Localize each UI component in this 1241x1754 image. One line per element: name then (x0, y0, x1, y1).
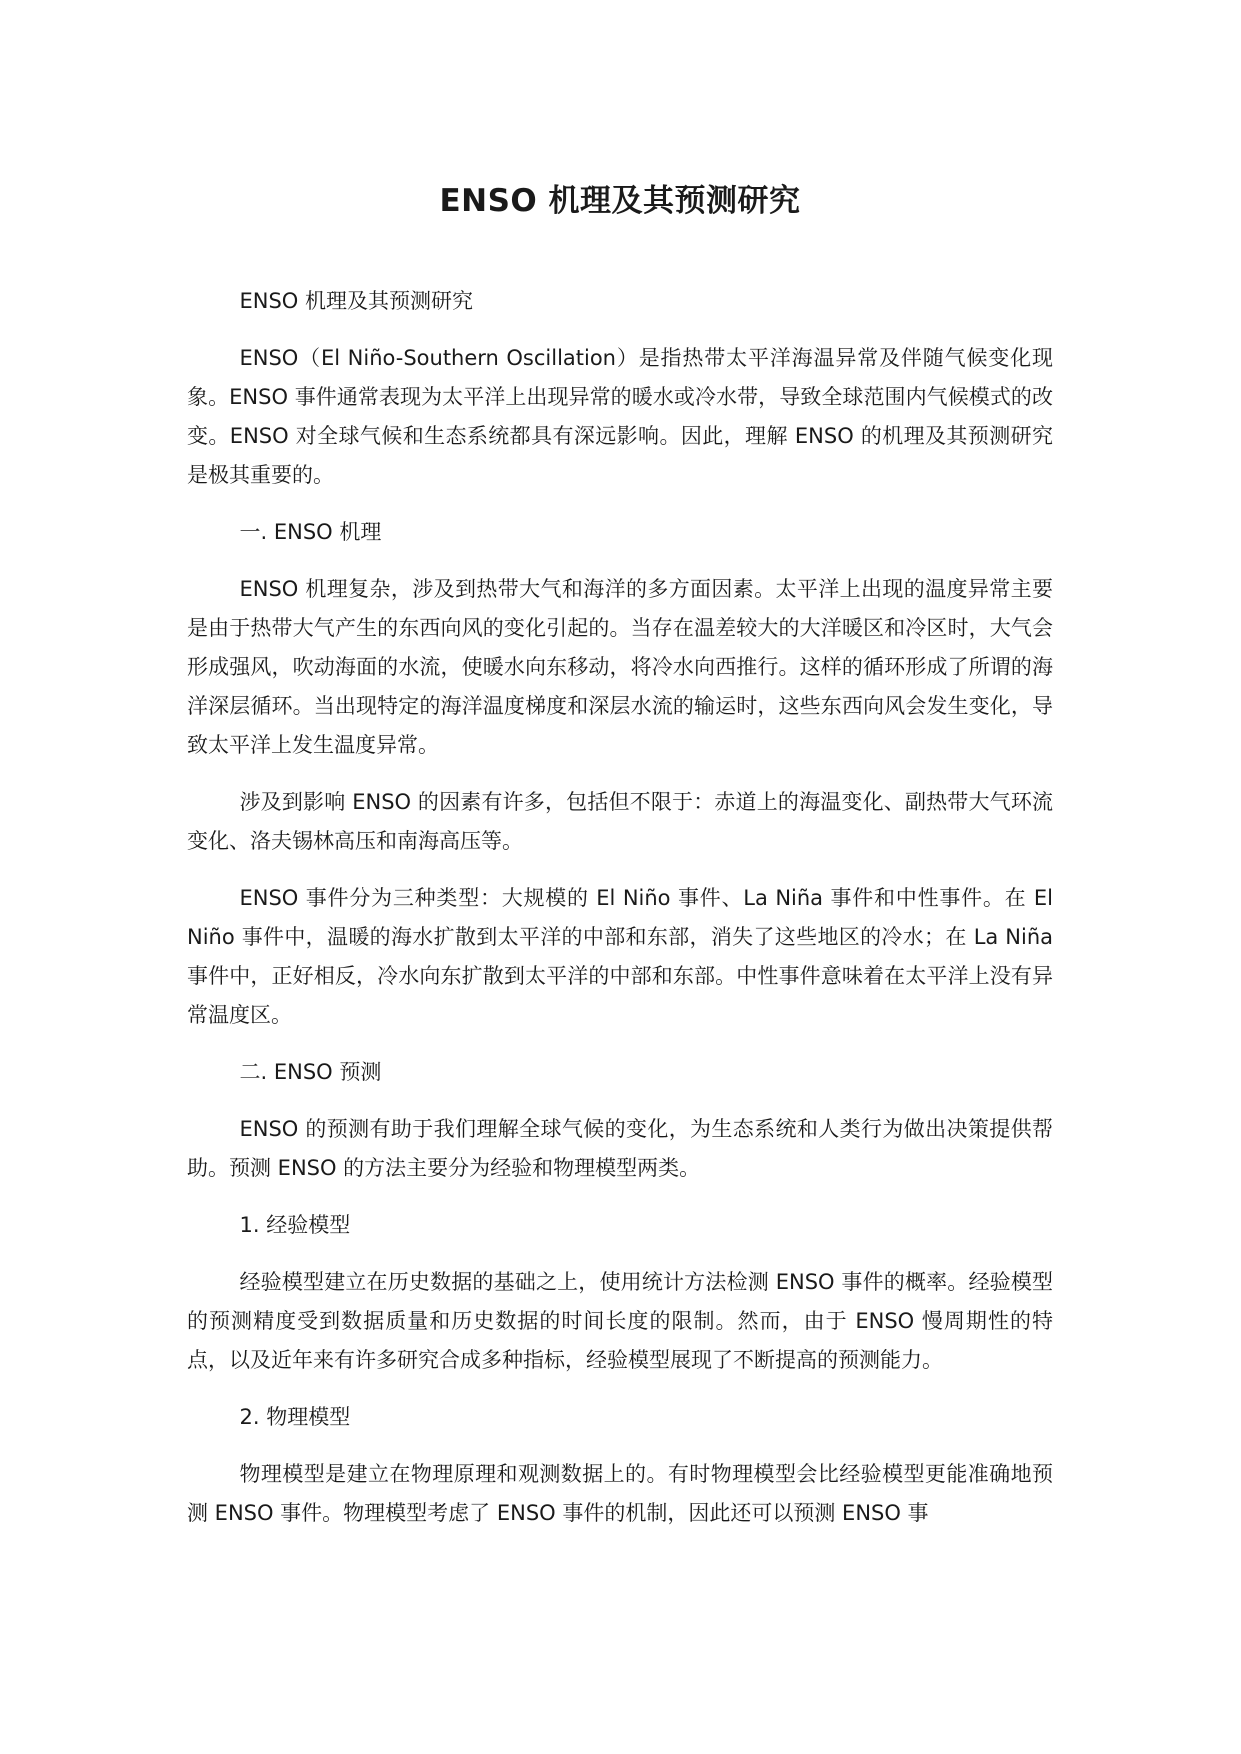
document-page (187, 0, 1053, 1551)
empirical-paragraph: 经验模型建立在历史数据的基础之上，使用统计方法检测 ENSO 事件的概率。经验模型的预测精度受到数据质量和历史数据的时间长度的限制。然而，由于 ENSO 慢周期性的特点，以及近年来有许多研究合成多种指标，经验模型展现了不断提高的预测能力。 (187, 1270, 1053, 1372)
subtitle-heading: ENSO 机理及其预测研究 (239, 289, 474, 313)
document-title: ENSO 机理及其预测研究 (439, 183, 801, 219)
section-heading-prediction: 二. ENSO 预测 (239, 1060, 382, 1084)
subsection-heading-empirical: 1. 经验模型 (239, 1213, 351, 1237)
section-heading-mechanism: 一. ENSO 机理 (239, 520, 382, 544)
physical-paragraph: 物理模型是建立在物理原理和观测数据上的。有时物理模型会比经验模型更能准确地预测 ENSO 事件。物理模型考虑了 ENSO 事件的机制，因此还可以预测 ENSO 事 (187, 1462, 1053, 1525)
prediction-paragraph: ENSO 的预测有助于我们理解全球气候的变化，为生态系统和人类行为做出决策提供帮助。预测 ENSO 的方法主要分为经验和物理模型两类。 (187, 1117, 1053, 1180)
intro-paragraph: ENSO（El Niño-Southern Oscillation）是指热带太平洋海温异常及伴随气候变化现象。ENSO 事件通常表现为太平洋上出现异常的暖水或冷水带，导致全球范围内气候模式的改变。ENSO 对全球气候和生态系统都具有深远影响。因此，理解 ENSO 的机理及其预测研究是极其重要的。 (187, 346, 1053, 487)
subsection-heading-physical: 2. 物理模型 (239, 1405, 351, 1429)
event-types-paragraph: ENSO 事件分为三种类型：大规模的 El Niño 事件、La Niña 事件和中性事件。在 El Niño 事件中，温暖的海水扩散到太平洋的中部和东部，消失了这些地区的冷水；在 La Niña 事件中，正好相反，冷水向东扩散到太平洋的中部和东部。中性事件意味着在太平洋上没有异常温度区。 (187, 886, 1053, 1027)
mechanism-paragraph: ENSO 机理复杂，涉及到热带大气和海洋的多方面因素。太平洋上出现的温度异常主要是由于热带大气产生的东西向风的变化引起的。当存在温差较大的大洋暖区和冷区时，大气会形成强风，吹动海面的水流，使暖水向东移动，将冷水向西推行。这样的循环形成了所谓的海洋深层循环。当出现特定的海洋温度梯度和深层水流的输运时，这些东西向风会发生变化，导致太平洋上发生温度异常。 (187, 577, 1053, 757)
factors-paragraph: 涉及到影响 ENSO 的因素有许多，包括但不限于：赤道上的海温变化、副热带大气环流变化、洛夫锡林高压和南海高压等。 (187, 790, 1053, 853)
document-body (187, 282, 1053, 1533)
